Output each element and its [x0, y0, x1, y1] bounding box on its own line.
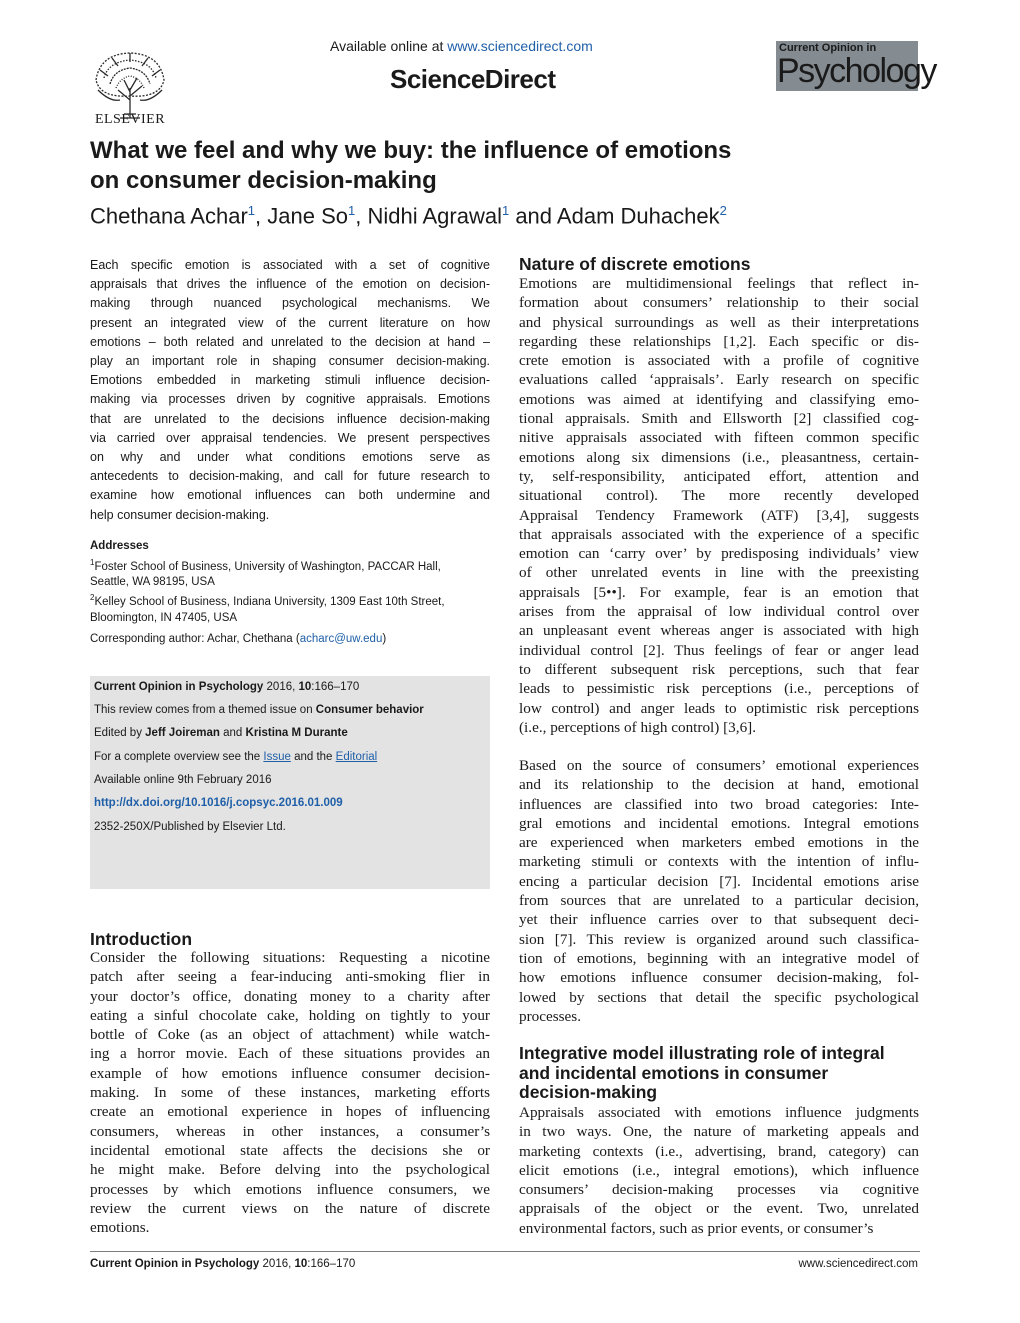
text-line: processes by which emotions influence consumers, we	[90, 1180, 490, 1198]
text-line: patch after seeing a fear-inducing anti-smoking flier in	[90, 968, 490, 986]
text-line: in two ways. One, the nature of marketing appeals and	[519, 1123, 919, 1141]
text-line: emotions along six dimensions (i.e., pleasantness, certain-	[519, 448, 919, 466]
text-line: environmental factors, such as prior events, or consumer’s	[519, 1219, 874, 1237]
author-name: Nidhi Agrawal	[367, 203, 502, 229]
infobox-pages: :166–170	[311, 681, 360, 693]
text-line: Appraisal Tendency Framework (ATF) [3,4], suggests	[519, 506, 919, 524]
text-line: ing a horror movie. Each of these situations provides an	[90, 1045, 490, 1063]
infobox-theme-prefix: This review comes from a themed issue on	[94, 704, 316, 716]
text-line: are experienced when marketers embed emotions in the	[519, 834, 919, 852]
text-line: create an emotional experience in hopes of influencing	[90, 1103, 490, 1121]
text-line: he might make. Before delving into the psychological	[90, 1161, 490, 1179]
text-line: making. In some of these instances, marketing efforts	[90, 1084, 490, 1102]
addresses	[90, 539, 490, 626]
nature-heading: Nature of discrete emotions	[519, 254, 751, 274]
address-line: Seattle, WA 98195, USA	[90, 575, 215, 588]
infobox-edited-prefix: Edited by	[94, 727, 146, 739]
text-line: regarding these relationships [1,2]. Each specific or dis-	[519, 332, 919, 350]
abstract-line: present an integrated view of the current literature on how	[90, 315, 490, 330]
text-line: review the current views on the nature of discrete	[90, 1199, 490, 1217]
corresponding-author	[90, 633, 490, 645]
author-name: Adam Duhachek	[556, 203, 720, 229]
text-line: arises from the appraisal of low individual control over	[519, 603, 919, 621]
address-sup: 2	[90, 593, 95, 603]
abstract-line: help consumer decision-making.	[90, 507, 270, 522]
text-line: Appraisals associated with emotions influence judgments	[519, 1104, 919, 1121]
text-line: marketing contexts (i.e., advertising, brand, category) can	[519, 1142, 919, 1160]
integrative-model-heading	[519, 1044, 919, 1103]
text-line: elicit emotions (i.e., integral emotions), which influence	[519, 1161, 919, 1179]
addresses-heading: Addresses	[90, 540, 149, 552]
text-line: emotion can ‘carry over’ by predisposing individuals’ view	[519, 545, 919, 563]
address-line: Kelley School of Business, Indiana University, 1309 East 10th Street,	[94, 596, 445, 609]
article-info-box	[90, 676, 490, 889]
author-affiliation-sup[interactable]: 1	[247, 203, 256, 218]
infobox-overview-prefix: For a complete overview see the	[94, 751, 264, 763]
author-name: Jane So	[267, 203, 348, 229]
text-line: appraisals of the object or the event. Two, unrelated	[519, 1200, 919, 1218]
text-line: leads to pessimistic risk perceptions (i.e., perceptions of	[519, 680, 919, 698]
text-line: Based on the source of consumers’ emotional experiences	[519, 757, 919, 774]
corresponding-prefix: Corresponding author: Achar, Chethana (	[90, 633, 300, 645]
text-line: influences are classified into two broad categories: Inte-	[519, 795, 919, 813]
text-line: tion of emotions, beginning with an integrative model of	[519, 949, 919, 967]
author-name: Chethana Achar	[90, 203, 248, 229]
text-line: an unpleasant event whereas anger is associated with high	[519, 622, 919, 640]
article-title	[90, 136, 850, 196]
footer-citation	[90, 1258, 355, 1270]
text-line: ty, self-responsibility, anticipated effort, attention and	[519, 467, 919, 485]
abstract-line: that are unrelated to the decisions influence decision-making	[90, 411, 490, 426]
text-line: how emotions influence consumer decision-making, fol-	[519, 969, 919, 987]
heading-line: and incidental emotions in consumer	[519, 1062, 829, 1083]
text-line: example of how emotions influence consumer decision-	[90, 1064, 490, 1082]
footer-pages: :166–170	[307, 1258, 356, 1270]
text-line: processes.	[519, 1007, 581, 1025]
abstract-line: Emotions embedded in marketing stimuli influence decision-	[90, 373, 490, 388]
text-line: and physical surroundings as well as their interpretations	[519, 313, 919, 331]
abstract-line: via carried over appraisal tendencies. We present perspectives	[90, 430, 490, 445]
text-line: gral emotions and incidental emotions. Integral emotions	[519, 814, 919, 832]
text-line: to different subsequent risk perceptions, such that fear	[519, 660, 919, 678]
text-line: emotions.	[90, 1219, 150, 1237]
text-line: consumers, whereas in other instances, a consumer’s	[90, 1122, 490, 1140]
text-line: situational control). The more recently developed	[519, 487, 919, 505]
publisher-name: ELSEVIER	[94, 112, 166, 127]
text-line: nitive appraisals associated with fifteen common specific	[519, 429, 919, 447]
text-line: your doctor’s office, donating money to a charity after	[90, 987, 490, 1005]
infobox-issn: 2352-250X/Published by Elsevier Ltd.	[94, 821, 286, 833]
infobox-overview	[94, 751, 377, 763]
corresponding-email-link[interactable]: acharc@uw.edu	[299, 633, 383, 645]
text-line: of other unrelated events in line with the preexisting	[519, 564, 919, 582]
author-separator: and	[509, 203, 557, 229]
title-line-2: on consumer decision-making	[90, 167, 437, 194]
abstract-line: making through nuanced psychological mechanisms. We	[90, 296, 490, 311]
text-line: and its relationship to the decision at hand, emotional	[519, 776, 919, 794]
infobox-and: and	[219, 727, 246, 739]
infobox-year: 2016,	[263, 681, 299, 693]
address-item	[90, 590, 490, 610]
infobox-journal: Current Opinion in Psychology	[94, 681, 264, 693]
abstract-line: examine how emotional influences can both undermine and	[90, 488, 490, 503]
journal-logo-top-text: Current Opinion in	[779, 42, 877, 54]
infobox-and: and the	[290, 751, 336, 763]
issue-link[interactable]: Issue	[263, 751, 291, 763]
abstract-line: Each specific emotion is associated with a set of cognitive	[90, 258, 490, 272]
address-sup: 1	[90, 557, 95, 567]
heading-line: decision-making	[519, 1082, 658, 1102]
infobox-theme-name: Consumer behavior	[315, 704, 424, 716]
author-affiliation-sup[interactable]: 1	[347, 203, 356, 218]
infobox-available: Available online 9th February 2016	[94, 774, 272, 786]
text-line: (i.e., perceptions of high control) [3,6].	[519, 718, 757, 736]
infobox-editor: Jeff Joireman	[145, 727, 220, 739]
text-line: consumers’ decision-making processes via cognitive	[519, 1181, 919, 1199]
text-line: low control) and anger leads to optimistic risk perceptions	[519, 699, 919, 717]
abstract-line: on why and under what conditions emotions serve as	[90, 450, 490, 465]
text-line: bottle of Coke (as an object of attachment) while watch-	[90, 1026, 490, 1044]
heading-line: Integrative model illustrating role of integral	[519, 1043, 885, 1063]
text-line: evaluations called ‘appraisals’. Early research on specific	[519, 371, 919, 389]
footer-url[interactable]: www.sciencedirect.com	[798, 1258, 918, 1270]
available-online-line	[330, 38, 593, 54]
doi-link[interactable]: http://dx.doi.org/10.1016/j.copsyc.2016.01.009	[94, 797, 343, 809]
abstract	[90, 256, 490, 525]
author-affiliation-sup[interactable]: 2	[719, 203, 727, 218]
footer-rule	[90, 1251, 920, 1252]
introduction-heading: Introduction	[90, 929, 193, 949]
text-line: appraisals [5••]. For example, fear is an emotion that	[519, 583, 919, 601]
author-separator: ,	[255, 203, 268, 229]
text-line: Consider the following situations: Requesting a nicotine	[90, 949, 490, 966]
text-line: lowed by sections that detail the specific psychological	[519, 988, 919, 1006]
journal-logo-big-text: Psychology	[777, 52, 936, 90]
abstract-line: appraisals that drives the influence of the emotion on decision-	[90, 277, 490, 292]
text-line: formation about consumers’ relationship to their social	[519, 294, 919, 312]
abstract-line: making via processes driven by cognitive appraisals. Emotions	[90, 392, 490, 407]
address-item	[90, 555, 490, 575]
nature-paragraph-1	[519, 274, 919, 737]
infobox-editors	[94, 727, 348, 739]
sciencedirect-brand: ScienceDirect	[390, 64, 556, 94]
editorial-link[interactable]: Editorial	[335, 751, 378, 763]
infobox-volume: 10	[298, 681, 312, 693]
text-line: that appraisals associated with the experience of a specific	[519, 525, 919, 543]
nature-paragraph-2	[519, 756, 919, 1026]
text-line: eating a sinful chocolate cake, holding on tightly to your	[90, 1006, 490, 1024]
address-line: Bloomington, IN 47405, USA	[90, 611, 238, 624]
text-line: from sources that are unrelated to a particular decision,	[519, 892, 919, 910]
corresponding-suffix: )	[382, 633, 387, 645]
integrative-model-text	[519, 1103, 919, 1238]
author-affiliation-sup[interactable]: 1	[501, 203, 510, 218]
address-line: Foster School of Business, University of Washington, PACCAR Hall,	[94, 560, 441, 573]
available-prefix: Available online at	[330, 38, 448, 54]
footer-volume: 10	[294, 1258, 308, 1270]
text-line: incidental emotional state affects the decisions she or	[90, 1141, 490, 1159]
text-line: tional appraisals. Smith and Ellsworth [2] classified cog-	[519, 410, 919, 428]
text-line: sion [7]. This review is organized around such classifica-	[519, 930, 919, 948]
text-line: crete emotion is associated with a profile of cognitive	[519, 352, 919, 370]
text-line: emotions was aimed at identifying and classifying emo-	[519, 390, 919, 408]
text-line: Emotions are multidimensional feelings that reflect in-	[519, 275, 919, 292]
journal-logo	[776, 41, 936, 91]
abstract-line: antecedents to decision-making, and call for future research to	[90, 469, 490, 484]
sciencedirect-link[interactable]: www.sciencedirect.com	[447, 38, 593, 54]
author-separator: ,	[355, 203, 368, 229]
author-list	[90, 196, 950, 231]
text-line: yet their influence carries over to that subsequent deci-	[519, 911, 919, 929]
text-line: encing a particular decision [7]. Incidental emotions arise	[519, 872, 919, 890]
infobox-citation	[94, 681, 359, 693]
text-line: marketing stimuli or contexts with the intention of influ-	[519, 853, 919, 871]
footer-journal: Current Opinion in Psychology	[90, 1258, 260, 1270]
footer-year: 2016,	[259, 1258, 295, 1270]
infobox-editor: Kristina M Durante	[245, 727, 348, 739]
abstract-line: emotions – both related and unrelated to the decision at hand –	[90, 334, 490, 349]
text-line: individual control [2]. Thus feelings of fear or anger lead	[519, 641, 919, 659]
title-line-1: What we feel and why we buy: the influence of emotions	[90, 137, 732, 164]
infobox-theme	[94, 704, 424, 716]
introduction-text	[90, 948, 490, 1237]
abstract-line: play an important role in shaping consumer decision-making.	[90, 354, 490, 369]
